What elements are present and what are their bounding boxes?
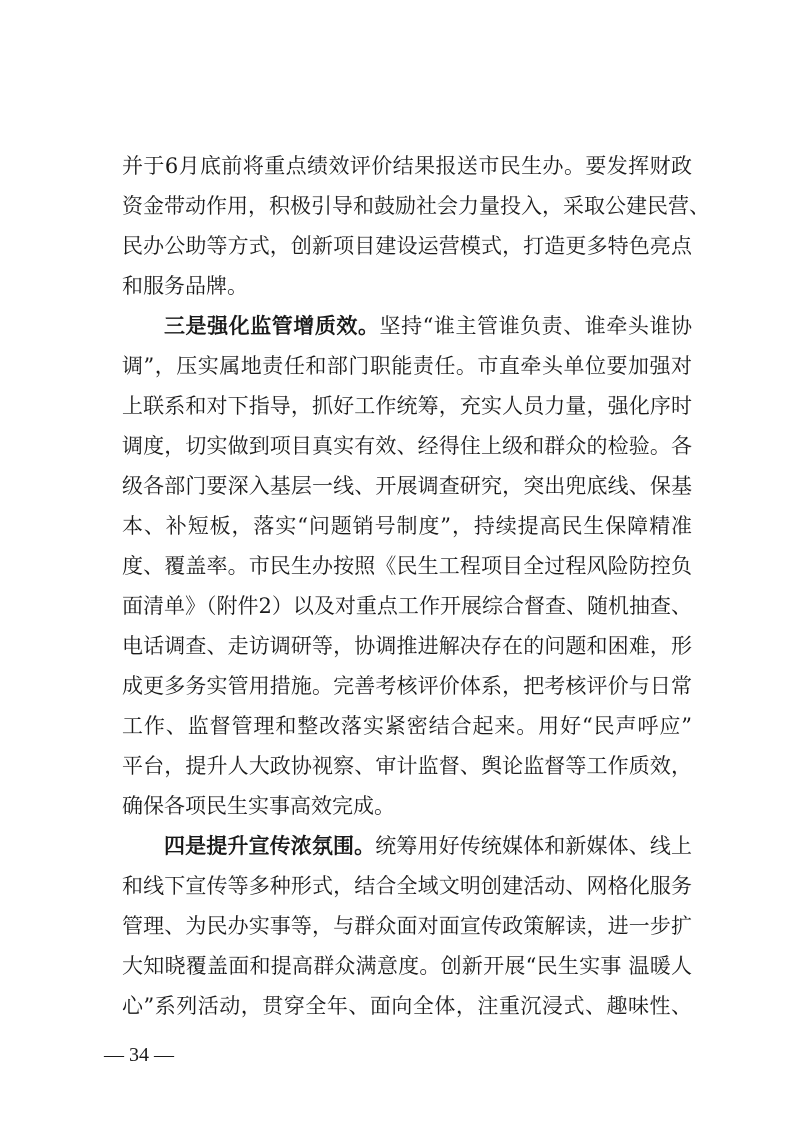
text-line: 面清单》（附件2）以及对重点工作开展综合督查、随机抽查、 (122, 594, 692, 618)
text-line: 确保各项民生实事高效完成。 (122, 794, 395, 818)
text-line: 和线下宣传等多种形式，结合全域文明创建活动、网格化服务 (122, 874, 692, 898)
text-line: 成更多务实管用措施。完善考核评价体系，把考核评价与日常 (122, 674, 692, 698)
paragraph-heading: 四是提升宣传浓氛围。 (164, 834, 376, 858)
text-line: 心”系列活动，贯穿全年、面向全体，注重沉浸式、趣味性、 (122, 994, 692, 1018)
text-line: 工作、监督管理和整改落实紧密结合起来。用好“民声呼应” (122, 714, 692, 738)
page-number: — 34 — (104, 1044, 174, 1066)
text-line: 上联系和对下指导，抓好工作统筹，充实人员力量，强化序时 (122, 394, 692, 418)
text-span: 坚持“谁主管谁负责、谁牵头谁协 (379, 314, 692, 338)
text-line: 民办公助等方式，创新项目建设运营模式，打造更多特色亮点 (122, 234, 692, 258)
paragraph-first-line (164, 826, 692, 866)
text-line: 和服务品牌。 (122, 274, 248, 298)
text-line: 平台，提升人大政协视察、审计监督、舆论监督等工作质效， (122, 754, 692, 778)
text-line: 级各部门要深入基层一线、开展调查研究，突出兜底线、保基 (122, 474, 692, 498)
text-line: 资金带动作用，积极引导和鼓励社会力量投入，采取公建民营、 (122, 194, 710, 218)
text-line: 调”，压实属地责任和部门职能责任。市直牵头单位要加强对 (122, 354, 692, 378)
text-line: 大知晓覆盖面和提高群众满意度。创新开展“民生实事 温暖人 (122, 954, 692, 978)
text-line: 调度，切实做到项目真实有效、经得住上级和群众的检验。各 (122, 434, 692, 458)
text-line: 并于6月底前将重点绩效评价结果报送市民生办。要发挥财政 (122, 154, 692, 178)
text-line: 本、补短板，落实“问题销号制度”，持续提高民生保障精准 (122, 514, 692, 538)
text-line: 度、覆盖率。市民生办按照《民生工程项目全过程风险防控负 (122, 554, 692, 578)
paragraph-heading: 三是强化监管增质效。 (164, 314, 380, 338)
paragraph-first-line (164, 306, 692, 346)
text-span: 统筹用好传统媒体和新媒体、线上 (375, 834, 692, 858)
text-line: 电话调查、走访调研等，协调推进解决存在的问题和困难，形 (122, 634, 692, 658)
text-line: 管理、为民办实事等，与群众面对面宣传政策解读，进一步扩 (122, 914, 692, 938)
